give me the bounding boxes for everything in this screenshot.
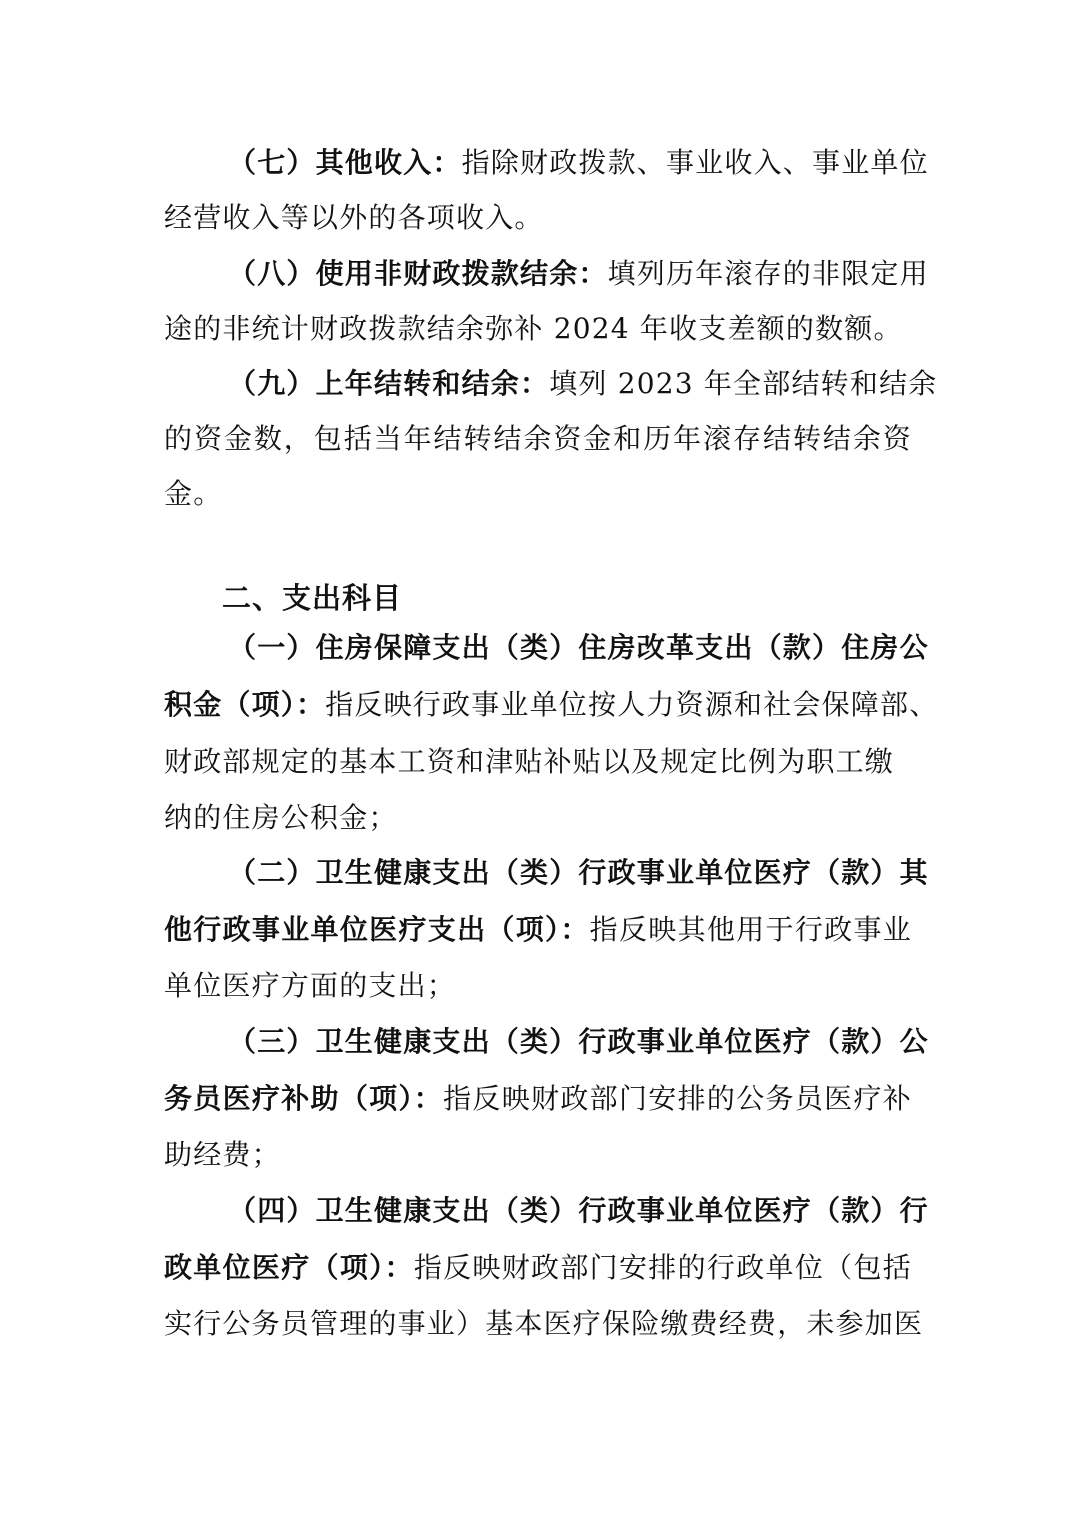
item2-line-2 xyxy=(164,912,912,948)
item4-heading-line-1: （四）卫生健康支出（类）行政事业单位医疗（款）行 xyxy=(228,1194,929,1227)
text: 指除财政拨款、事业收入、事业单位 xyxy=(461,146,929,179)
heading-other-income: （七）其他收入： xyxy=(228,146,462,179)
item4-line-3: 实行公务员管理的事业）基本医疗保险缴费经费，未参加医 xyxy=(164,1307,924,1340)
item1-line-2 xyxy=(164,687,939,723)
item1-heading-end: 积金（项）： xyxy=(164,688,326,721)
paragraph-carryover-line-2: 的资金数，包括当年结转结余资金和历年滚存结转结余资 xyxy=(164,422,912,455)
item3-heading-end: 务员医疗补助（项）： xyxy=(164,1082,444,1115)
paragraph-other-income-line-2: 经营收入等以外的各项收入。 xyxy=(164,201,544,234)
paragraph-non-fiscal-balance-line-2: 途的非统计财政拨款结余弥补 2024 年收支差额的数额。 xyxy=(164,312,903,345)
paragraph-carryover-line-3: 金。 xyxy=(164,477,223,510)
text: 指反映财政部门安排的行政单位（包括 xyxy=(413,1251,912,1284)
section-title-expense: 二、支出科目 xyxy=(222,581,403,615)
item4-line-2 xyxy=(164,1250,912,1286)
item2-heading-end: 他行政事业单位医疗支出（项）： xyxy=(164,913,590,946)
item3-heading-line-1: （三）卫生健康支出（类）行政事业单位医疗（款）公 xyxy=(228,1025,929,1058)
heading-non-fiscal-balance: （八）使用非财政拨款结余： xyxy=(228,257,608,290)
item1-heading-line-1: （一）住房保障支出（类）住房改革支出（款）住房公 xyxy=(228,631,929,664)
text: 指反映行政事业单位按人力资源和社会保障部、 xyxy=(325,688,939,721)
item4-heading-end: 政单位医疗（项）： xyxy=(164,1251,414,1284)
item2-line-3: 单位医疗方面的支出； xyxy=(164,969,457,1002)
text: 填列 2023 年全部结转和结余 xyxy=(549,367,938,400)
paragraph-other-income-line-1 xyxy=(228,145,929,181)
text: 填列历年滚存的非限定用 xyxy=(607,257,929,290)
paragraph-non-fiscal-balance-line-1 xyxy=(228,256,929,292)
paragraph-carryover-line-1 xyxy=(228,366,938,402)
item3-line-3: 助经费； xyxy=(164,1138,281,1171)
text: 指反映其他用于行政事业 xyxy=(589,913,912,946)
item1-line-4: 纳的住房公积金； xyxy=(164,801,398,834)
item1-line-3: 财政部规定的基本工资和津贴补贴以及规定比例为职工缴 xyxy=(164,745,895,778)
text: 指反映财政部门安排的公务员医疗补 xyxy=(443,1082,912,1115)
heading-carryover: （九）上年结转和结余： xyxy=(228,367,550,400)
item3-line-2 xyxy=(164,1081,912,1117)
item2-heading-line-1: （二）卫生健康支出（类）行政事业单位医疗（款）其 xyxy=(228,856,929,889)
